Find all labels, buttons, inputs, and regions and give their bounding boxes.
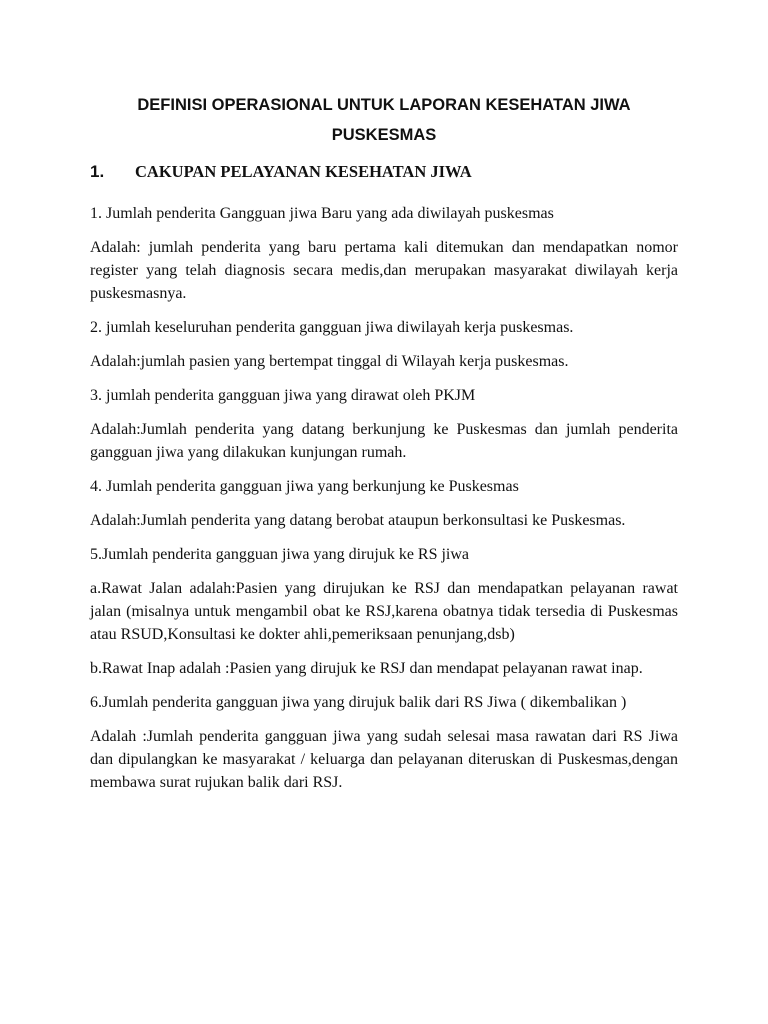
paragraph-rawat-inap: b.Rawat Inap adalah :Pasien yang dirujuk ke RSJ dan mendapat pelayanan rawat inap. [90,660,643,677]
paragraph-item-6: 6.Jumlah penderita gangguan jiwa yang dirujuk balik dari RS Jiwa ( dikembalikan ) [90,694,627,711]
section-heading [90,162,678,192]
title-line-2: PUSKESMAS [331,126,437,144]
section-title: CAKUPAN PELAYANAN KESEHATAN JIWA [135,162,472,181]
document-title [90,90,678,150]
paragraph-item-4: 4. Jumlah penderita gangguan jiwa yang berkunjung ke Puskesmas [90,478,519,495]
paragraph-item-5: 5.Jumlah penderita gangguan jiwa yang dirujuk ke RS jiwa [90,546,470,563]
paragraph-definition-1: Adalah: jumlah penderita yang baru pertama kali ditemukan dan mendapatkan nomor register yang telah diagnosis secara medis,dan merupakan masyarakat diwilayah kerja puskesmasnya. [90,239,678,302]
paragraph-definition-2: Adalah:jumlah pasien yang bertempat tinggal di Wilayah kerja puskesmas. [90,353,569,370]
paragraph-definition-6: Adalah :Jumlah penderita gangguan jiwa yang sudah selesai masa rawatan dari RS Jiwa dan dipulangkan ke masyarakat / keluarga dan pelayanan diteruskan di Puskesmas,dengan membawa surat rujukan balik dari RSJ. [90,728,678,791]
section-number: 1. [90,162,105,181]
paragraph-item-2: 2. jumlah keseluruhan penderita gangguan jiwa diwilayah kerja puskesmas. [90,319,574,336]
title-line-1: DEFINISI OPERASIONAL UNTUK LAPORAN KESEHATAN JIWA [137,96,631,114]
paragraph-rawat-jalan: a.Rawat Jalan adalah:Pasien yang dirujukan ke RSJ dan mendapatkan pelayanan rawat jalan (misalnya untuk mengambil obat ke RSJ,karena obatnya tidak tersedia di Puskesmas atau RSUD,Konsultasi ke dokter ahli,pemeriksaan penunjang,dsb) [90,580,678,643]
paragraph-definition-4: Adalah:Jumlah penderita yang datang berobat ataupun berkonsultasi ke Puskesmas. [90,512,626,529]
paragraph-item-1: 1. Jumlah penderita Gangguan jiwa Baru yang ada diwilayah puskesmas [90,205,554,222]
paragraph-item-3: 3. jumlah penderita gangguan jiwa yang dirawat oleh PKJM [90,387,476,404]
paragraph-definition-3: Adalah:Jumlah penderita yang datang berkunjung ke Puskesmas dan jumlah penderita gangguan jiwa yang dilakukan kunjungan rumah. [90,421,678,461]
